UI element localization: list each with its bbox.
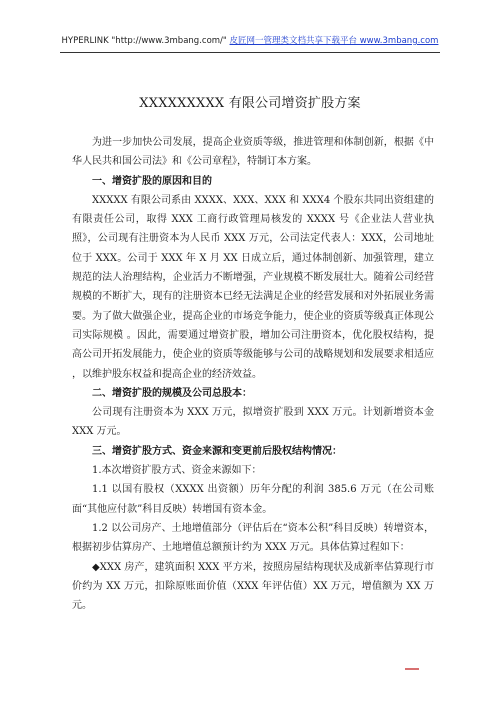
section-heading-3: 三、增资扩股方式、资金来源和变更前后股权结构情况： [92, 445, 342, 457]
section-2-paragraph: 公司现有注册资本为 XXX 万元，拟增资扩股到 XXX 万元。计划新增资本金 XXX 万元。 [72, 407, 434, 438]
header-link[interactable]: 皮匠网一管理类文档共享下载平台 www.3mbang.com [229, 36, 439, 46]
document-title: XXXXXXXXX 有限公司增资扩股方案 [139, 96, 361, 111]
subsection-1: 1.本次增资扩股方式、资金来源如下： [92, 465, 262, 477]
page-header [0, 34, 500, 46]
subsection-1-2: 1.2 以公司房产、土地增值部分（评估后在“资本公积”科目反映）转增资本，根据初步估算房产、土地增值总额预计约为 XXX 万元。具体估算过程如下： [72, 522, 434, 554]
section-heading-2: 二、增资扩股的规模及公司总股本： [92, 387, 252, 399]
corner-mark [405, 668, 419, 670]
section-heading-1: 一、增资扩股的原因和目的 [92, 175, 212, 187]
hyperlink-field-code: HYPERLINK "http://www.3mbang.com/" [61, 36, 227, 46]
bullet-item-property: ◆XXX 房产，建筑面积 XXX 平方米，按照房屋结构现状及成新率估算现行市价约为 XX 万元，扣除原账面价值（XXX 年评估值）XX 万元，增值额为 XX 万元。 [72, 561, 434, 612]
document-body [72, 133, 434, 615]
intro-paragraph: 为进一步加快公司发展，提高企业资质等级，推进管理和体制创新，根据《中华人民共和国公司法》和《公司章程》，特制订本方案。 [72, 137, 434, 168]
section-1-paragraph: XXXXX 有限公司系由 XXXX、XXX、XXX 和 XXX4 个股东共同出资组建的有限责任公司，取得 XXX 工商行政管理局核发的 XXXX 号《企业法人营业执照》，公司现有注册资本为人民币 XXX 万元，公司法定代表人：XXX，公司地址位于 XXX。公司于 XXX 年 X 月 XX 日成立后，通过体制创新、加强管理，建立规范的法人治理结构，企业活力不断增强，产业规模不断发展壮大。随着公司经营规模的不断扩大，现有的注册资本已经无法满足企业的经营发展和对外拓展业务需要。为了做大做强企业，提高企业的市场竞争能力，使企业的资质等级真正体现公司实际规模 。因此，需要通过增资扩股，增加公司注册资本，优化股权结构，提高公司开拓发展能力，使企业的资质等级能够与公司的战略规划和发展要求相适应 ，以维护股东权益和提高企业的经济效益。 [72, 194, 434, 380]
header-rule [60, 52, 440, 53]
subsection-1-1: 1.1 以国有股权（XXXX 出资额）历年分配的利润 385.6 万元（在公司账面“其他应付款”科目反映）转增国有资本金。 [72, 484, 434, 515]
